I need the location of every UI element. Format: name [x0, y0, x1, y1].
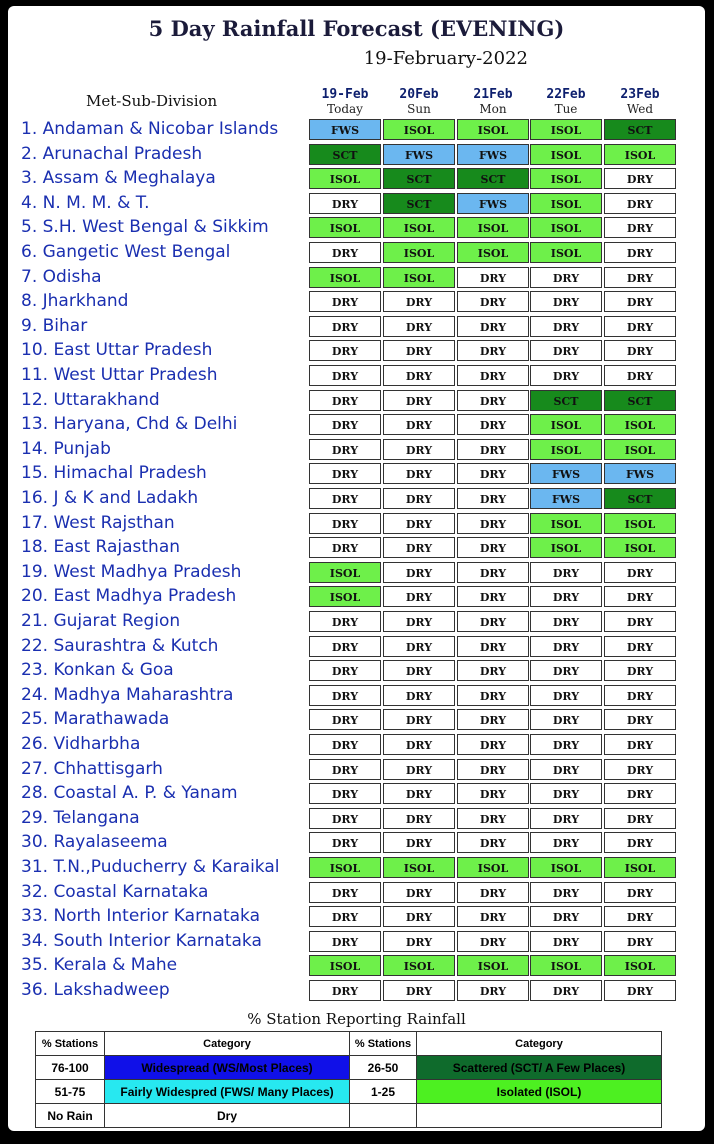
forecast-cell: SCT — [457, 168, 529, 189]
table-row — [8, 535, 705, 559]
forecast-cell: DRY — [309, 660, 381, 681]
forecast-cell: ISOL — [604, 955, 676, 976]
forecast-cell: DRY — [383, 882, 455, 903]
forecast-cell: ISOL — [604, 537, 676, 558]
legend-stations: 51-75 — [36, 1080, 105, 1104]
day-header-date: 22Feb — [546, 87, 586, 102]
day-header-weekday: Today — [327, 102, 363, 116]
forecast-cell: DRY — [604, 562, 676, 583]
forecast-cell: ISOL — [309, 562, 381, 583]
forecast-cell: DRY — [457, 439, 529, 460]
table-row — [8, 658, 705, 682]
forecast-cell: DRY — [309, 759, 381, 780]
forecast-cell: DRY — [309, 242, 381, 263]
column-header-subdivision: Met-Sub-Division — [86, 92, 218, 110]
forecast-cell: ISOL — [383, 242, 455, 263]
forecast-cell: FWS — [383, 144, 455, 165]
forecast-cell: ISOL — [383, 267, 455, 288]
day-header — [529, 88, 603, 116]
forecast-cell: DRY — [383, 611, 455, 632]
forecast-cell: DRY — [383, 439, 455, 460]
legend-title: % Station Reporting Rainfall — [247, 1010, 466, 1028]
forecast-cell: DRY — [530, 906, 602, 927]
forecast-cell: DRY — [383, 759, 455, 780]
table-row — [8, 781, 705, 805]
day-header-date: 23Feb — [620, 87, 660, 102]
forecast-cell: DRY — [309, 439, 381, 460]
table-row — [8, 978, 705, 1002]
forecast-cell: DRY — [530, 709, 602, 730]
table-row — [8, 314, 705, 338]
legend-category: Scattered (SCT/ A Few Places) — [417, 1056, 662, 1080]
subdivision-name: 3. Assam & Meghalaya — [21, 168, 216, 189]
table-row — [8, 240, 705, 264]
forecast-cell: DRY — [383, 685, 455, 706]
forecast-cell: ISOL — [604, 414, 676, 435]
forecast-cell: DRY — [604, 586, 676, 607]
forecast-cell: DRY — [383, 734, 455, 755]
forecast-cell: DRY — [383, 537, 455, 558]
forecast-cell: ISOL — [530, 193, 602, 214]
forecast-cell: DRY — [383, 340, 455, 361]
subdivision-name: 36. Lakshadweep — [21, 980, 170, 1000]
forecast-cell: DRY — [457, 980, 529, 1001]
forecast-cell: DRY — [383, 709, 455, 730]
forecast-cell: DRY — [604, 291, 676, 312]
table-row — [8, 338, 705, 362]
subdivision-name: 18. East Rajasthan — [21, 537, 181, 558]
table-row — [8, 757, 705, 781]
forecast-cell: DRY — [530, 562, 602, 583]
forecast-date: 19-February-2022 — [363, 48, 528, 69]
forecast-cell: DRY — [604, 832, 676, 853]
subdivision-name: 28. Coastal A. P. & Yanam — [21, 783, 238, 804]
forecast-cell: DRY — [383, 390, 455, 411]
forecast-cell: DRY — [309, 783, 381, 804]
forecast-cell: ISOL — [383, 119, 455, 140]
forecast-cell: DRY — [309, 906, 381, 927]
forecast-cell: DRY — [530, 316, 602, 337]
forecast-cell: DRY — [309, 832, 381, 853]
forecast-cell: DRY — [604, 316, 676, 337]
forecast-cell: DRY — [457, 783, 529, 804]
forecast-cell: DRY — [604, 636, 676, 657]
forecast-cell: DRY — [457, 709, 529, 730]
forecast-cell: ISOL — [457, 119, 529, 140]
day-header — [603, 88, 677, 116]
subdivision-name: 2. Arunachal Pradesh — [21, 143, 203, 164]
forecast-cell: ISOL — [530, 168, 602, 189]
forecast-cell: DRY — [457, 537, 529, 558]
legend-stations: 1-25 — [350, 1080, 417, 1104]
day-header-weekday: Mon — [479, 102, 507, 116]
forecast-cell: ISOL — [530, 857, 602, 878]
forecast-cell: DRY — [457, 906, 529, 927]
table-row — [8, 953, 705, 977]
forecast-cell: FWS — [530, 488, 602, 509]
forecast-cell: DRY — [383, 488, 455, 509]
forecast-cell: DRY — [309, 537, 381, 558]
forecast-cell: DRY — [383, 463, 455, 484]
forecast-cell: DRY — [309, 685, 381, 706]
subdivision-name: 12. Uttarakhand — [21, 389, 160, 410]
table-row — [8, 929, 705, 953]
forecast-cell: SCT — [604, 390, 676, 411]
table-row — [8, 265, 705, 289]
forecast-cell: DRY — [383, 513, 455, 534]
legend-row — [36, 1080, 662, 1104]
forecast-cell: DRY — [604, 906, 676, 927]
forecast-cell: ISOL — [457, 242, 529, 263]
forecast-cell: DRY — [604, 611, 676, 632]
forecast-cell: ISOL — [604, 439, 676, 460]
forecast-cell: DRY — [457, 931, 529, 952]
forecast-cell: DRY — [383, 365, 455, 386]
day-header-weekday: Sun — [407, 102, 431, 116]
table-row — [8, 289, 705, 313]
subdivision-name: 34. South Interior Karnataka — [21, 930, 262, 951]
day-header-weekday: Wed — [626, 102, 654, 116]
forecast-cell: ISOL — [457, 955, 529, 976]
forecast-cell: DRY — [309, 611, 381, 632]
day-header — [308, 88, 382, 116]
legend-category: Dry — [105, 1104, 350, 1128]
subdivision-name: 29. Telangana — [21, 807, 140, 828]
forecast-cell: DRY — [457, 808, 529, 829]
forecast-cell: DRY — [457, 586, 529, 607]
subdivision-name: 30. Rayalaseema — [21, 832, 168, 853]
forecast-cell: DRY — [457, 759, 529, 780]
day-header-date: 20Feb — [399, 87, 439, 102]
forecast-cell: DRY — [309, 463, 381, 484]
legend-stations: No Rain — [36, 1104, 105, 1128]
subdivision-name: 15. Himachal Pradesh — [21, 463, 207, 484]
forecast-cell: DRY — [604, 931, 676, 952]
table-row — [8, 560, 705, 584]
forecast-cell: DRY — [309, 808, 381, 829]
forecast-cell: DRY — [383, 316, 455, 337]
table-row — [8, 388, 705, 412]
legend-category-header: Category — [417, 1032, 662, 1056]
forecast-cell: DRY — [309, 882, 381, 903]
legend-stations — [350, 1104, 417, 1128]
forecast-cell: DRY — [309, 636, 381, 657]
table-row — [8, 142, 705, 166]
forecast-cell: DRY — [604, 217, 676, 238]
forecast-cell: ISOL — [383, 857, 455, 878]
forecast-cell: FWS — [604, 463, 676, 484]
forecast-cell: DRY — [530, 931, 602, 952]
subdivision-name: 31. T.N.,Puducherry & Karaikal — [21, 857, 280, 877]
table-row — [8, 511, 705, 535]
forecast-cell: ISOL — [309, 857, 381, 878]
subdivision-name: 14. Punjab — [21, 438, 111, 459]
forecast-cell: DRY — [457, 291, 529, 312]
forecast-cell: FWS — [457, 144, 529, 165]
forecast-cell: DRY — [309, 340, 381, 361]
forecast-cell: DRY — [530, 734, 602, 755]
forecast-cell: DRY — [530, 611, 602, 632]
table-row — [8, 166, 705, 190]
table-row — [8, 904, 705, 928]
forecast-cell: DRY — [383, 291, 455, 312]
forecast-cell: ISOL — [309, 267, 381, 288]
subdivision-name: 23. Konkan & Goa — [21, 660, 174, 681]
table-row — [8, 412, 705, 436]
legend-category — [417, 1104, 662, 1128]
subdivision-name: 33. North Interior Karnataka — [21, 906, 261, 927]
forecast-cell: DRY — [309, 316, 381, 337]
forecast-cell: DRY — [530, 808, 602, 829]
forecast-cell: ISOL — [457, 857, 529, 878]
forecast-cell: DRY — [457, 734, 529, 755]
forecast-cell: DRY — [604, 267, 676, 288]
subdivision-name: 35. Kerala & Mahe — [21, 955, 178, 976]
forecast-cell: DRY — [604, 734, 676, 755]
forecast-cell: ISOL — [383, 217, 455, 238]
forecast-cell: DRY — [309, 365, 381, 386]
forecast-cell: ISOL — [309, 217, 381, 238]
forecast-cell: ISOL — [604, 857, 676, 878]
subdivision-name: 25. Marathawada — [21, 709, 170, 730]
forecast-cell: DRY — [457, 636, 529, 657]
forecast-cell: DRY — [383, 832, 455, 853]
legend-header-row — [36, 1032, 662, 1056]
forecast-cell: DRY — [457, 562, 529, 583]
table-row — [8, 461, 705, 485]
subdivision-name: 32. Coastal Karnataka — [21, 881, 209, 902]
subdivision-name: 11. West Uttar Pradesh — [21, 365, 218, 385]
subdivision-name: 1. Andaman & Nicobar Islands — [21, 119, 279, 139]
forecast-cell: DRY — [457, 611, 529, 632]
forecast-cell: DRY — [309, 390, 381, 411]
forecast-cell: DRY — [530, 980, 602, 1001]
legend-row — [36, 1104, 662, 1128]
table-row — [8, 880, 705, 904]
forecast-cell: ISOL — [530, 513, 602, 534]
forecast-cell: ISOL — [604, 513, 676, 534]
table-row — [8, 584, 705, 608]
table-row — [8, 634, 705, 658]
day-header-date: 21Feb — [473, 87, 513, 102]
forecast-cell: ISOL — [530, 119, 602, 140]
forecast-cell: DRY — [604, 759, 676, 780]
legend-category: Isolated (ISOL) — [417, 1080, 662, 1104]
legend-stations-header: % Stations — [350, 1032, 417, 1056]
table-row — [8, 215, 705, 239]
forecast-cell: ISOL — [309, 955, 381, 976]
forecast-cell: ISOL — [309, 168, 381, 189]
table-row — [8, 191, 705, 215]
forecast-cell: ISOL — [530, 144, 602, 165]
forecast-cell: DRY — [604, 193, 676, 214]
forecast-cell: DRY — [309, 193, 381, 214]
forecast-cell: ISOL — [530, 217, 602, 238]
forecast-cell: DRY — [457, 685, 529, 706]
table-row — [8, 609, 705, 633]
subdivision-name: 10. East Uttar Pradesh — [21, 340, 213, 361]
forecast-cell: DRY — [457, 414, 529, 435]
forecast-cell: DRY — [309, 931, 381, 952]
table-row — [8, 806, 705, 830]
subdivision-name: 8. Jharkhand — [21, 291, 129, 312]
table-row — [8, 830, 705, 854]
subdivision-name: 27. Chhattisgarh — [21, 758, 163, 779]
subdivision-name: 21. Gujarat Region — [21, 611, 181, 631]
subdivision-name: 5. S.H. West Bengal & Sikkim — [21, 217, 269, 238]
subdivision-name: 7. Odisha — [21, 266, 102, 287]
forecast-cell: DRY — [530, 685, 602, 706]
forecast-cell: DRY — [457, 267, 529, 288]
table-row — [8, 707, 705, 731]
subdivision-name: 6. Gangetic West Bengal — [21, 242, 231, 262]
forecast-cell: DRY — [530, 783, 602, 804]
table-row — [8, 437, 705, 461]
forecast-cell: DRY — [604, 660, 676, 681]
table-row — [8, 683, 705, 707]
forecast-cell: DRY — [457, 488, 529, 509]
legend-stations-header: % Stations — [36, 1032, 105, 1056]
day-header-weekday: Tue — [554, 102, 578, 116]
subdivision-name: 16. J & K and Ladakh — [21, 488, 199, 508]
subdivision-name: 26. Vidharbha — [21, 734, 141, 754]
forecast-cell: DRY — [383, 783, 455, 804]
forecast-cell: DRY — [604, 709, 676, 730]
forecast-cell: DRY — [383, 586, 455, 607]
forecast-cell: DRY — [309, 980, 381, 1001]
subdivision-name: 24. Madhya Maharashtra — [21, 684, 234, 705]
table-row — [8, 363, 705, 387]
forecast-cell: DRY — [457, 832, 529, 853]
forecast-cell: ISOL — [530, 955, 602, 976]
subdivision-name: 20. East Madhya Pradesh — [21, 586, 237, 607]
forecast-cell: DRY — [530, 759, 602, 780]
day-header — [456, 88, 530, 116]
forecast-cell: DRY — [530, 882, 602, 903]
subdivision-name: 9. Bihar — [21, 315, 88, 336]
forecast-cell: DRY — [457, 513, 529, 534]
forecast-cell: SCT — [530, 390, 602, 411]
forecast-cell: DRY — [604, 685, 676, 706]
forecast-cell: DRY — [309, 488, 381, 509]
forecast-cell: DRY — [383, 808, 455, 829]
forecast-cell: ISOL — [604, 144, 676, 165]
forecast-cell: DRY — [604, 783, 676, 804]
forecast-cell: DRY — [530, 291, 602, 312]
forecast-cell: ISOL — [530, 439, 602, 460]
table-row — [8, 855, 705, 879]
forecast-cell: DRY — [604, 365, 676, 386]
forecast-cell: DRY — [604, 882, 676, 903]
table-row — [8, 732, 705, 756]
forecast-cell: DRY — [309, 414, 381, 435]
forecast-cell: DRY — [383, 562, 455, 583]
forecast-cell: ISOL — [309, 586, 381, 607]
forecast-cell: DRY — [457, 390, 529, 411]
forecast-cell: DRY — [383, 660, 455, 681]
forecast-cell: DRY — [457, 316, 529, 337]
forecast-cell: SCT — [604, 488, 676, 509]
forecast-cell: DRY — [457, 660, 529, 681]
legend-stations: 26-50 — [350, 1056, 417, 1080]
subdivision-name: 4. N. M. M. & T. — [21, 192, 150, 213]
forecast-cell: SCT — [309, 144, 381, 165]
forecast-cell: ISOL — [530, 537, 602, 558]
forecast-cell: ISOL — [530, 414, 602, 435]
forecast-cell: DRY — [530, 340, 602, 361]
forecast-cell: FWS — [457, 193, 529, 214]
forecast-cell: DRY — [457, 365, 529, 386]
forecast-cell: DRY — [530, 660, 602, 681]
forecast-cell: ISOL — [530, 242, 602, 263]
page-title: 5 Day Rainfall Forecast (EVENING) — [148, 16, 565, 41]
forecast-cell: DRY — [309, 513, 381, 534]
forecast-cell: ISOL — [383, 955, 455, 976]
forecast-cell: DRY — [383, 414, 455, 435]
subdivision-name: 22. Saurashtra & Kutch — [21, 635, 219, 656]
subdivision-name: 13. Haryana, Chd & Delhi — [21, 414, 238, 435]
forecast-cell: DRY — [530, 586, 602, 607]
day-header-date: 19-Feb — [321, 87, 369, 102]
table-row — [8, 117, 705, 141]
forecast-cell: DRY — [530, 636, 602, 657]
subdivision-name: 17. West Rajsthan — [21, 512, 175, 533]
forecast-cell: DRY — [530, 267, 602, 288]
forecast-cell: FWS — [309, 119, 381, 140]
forecast-cell: SCT — [383, 168, 455, 189]
legend-stations: 76-100 — [36, 1056, 105, 1080]
forecast-cell: SCT — [383, 193, 455, 214]
forecast-cell: DRY — [309, 291, 381, 312]
forecast-cell: DRY — [383, 980, 455, 1001]
forecast-cell: DRY — [604, 242, 676, 263]
subdivision-name: 19. West Madhya Pradesh — [21, 561, 242, 582]
legend-table — [35, 1031, 662, 1128]
forecast-sheet — [8, 6, 705, 1131]
forecast-cell: DRY — [383, 931, 455, 952]
forecast-cell: DRY — [457, 882, 529, 903]
forecast-cell: DRY — [309, 734, 381, 755]
forecast-cell: ISOL — [457, 217, 529, 238]
forecast-cell: DRY — [530, 365, 602, 386]
forecast-cell: DRY — [530, 832, 602, 853]
forecast-cell: SCT — [604, 119, 676, 140]
legend-row — [36, 1056, 662, 1080]
legend-category: Fairly Widespred (FWS/ Many Places) — [105, 1080, 350, 1104]
forecast-cell: DRY — [457, 340, 529, 361]
day-header — [382, 88, 456, 116]
forecast-cell: DRY — [383, 906, 455, 927]
table-row — [8, 486, 705, 510]
legend-category-header: Category — [105, 1032, 350, 1056]
forecast-cell: DRY — [604, 340, 676, 361]
forecast-cell: DRY — [604, 168, 676, 189]
forecast-cell: DRY — [383, 636, 455, 657]
forecast-cell: DRY — [604, 808, 676, 829]
forecast-cell: DRY — [309, 709, 381, 730]
forecast-cell: FWS — [530, 463, 602, 484]
forecast-cell: DRY — [604, 980, 676, 1001]
legend-category: Widespread (WS/Most Places) — [105, 1056, 350, 1080]
forecast-cell: DRY — [457, 463, 529, 484]
